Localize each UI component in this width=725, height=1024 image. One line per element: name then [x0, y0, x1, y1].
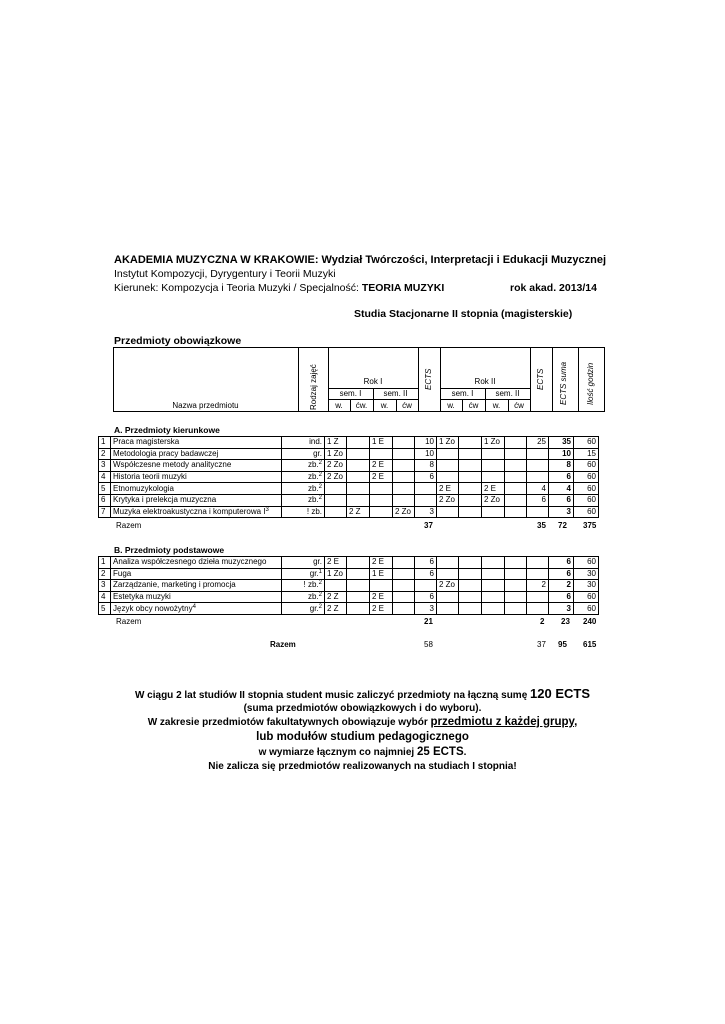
rok1-cell: 2 E [370, 591, 393, 603]
rok2-cell [459, 471, 482, 483]
rok1-cell [347, 460, 370, 472]
rok1-cell [370, 483, 393, 495]
section-a-table [98, 436, 599, 518]
rok2-cell [459, 580, 482, 592]
total-row [0, 640, 725, 651]
rok2-cell [482, 557, 505, 569]
section-b-razem [0, 617, 725, 628]
footer-l5a: w wymiarze łącznym co najmniej [258, 747, 417, 758]
ects1-cell [415, 494, 437, 506]
ects2-cell [527, 603, 549, 615]
hours-header: Ilość godzin [586, 362, 595, 405]
ects1-header: ECTS [424, 368, 433, 390]
rok1-cell: 2 Z [325, 603, 347, 615]
rok2-cell: 2 E [482, 483, 505, 495]
row-number: 1 [99, 557, 111, 569]
ects1-cell: 10 [415, 437, 437, 449]
rok2-cell [505, 580, 527, 592]
rok1-cell [393, 437, 415, 449]
row-number: 5 [99, 483, 111, 495]
rok1-cell [393, 557, 415, 569]
row-number: 4 [99, 591, 111, 603]
rok2-cell [482, 448, 505, 460]
rok1-cell [347, 568, 370, 580]
rok2-cell [505, 471, 527, 483]
ects1-cell: 3 [415, 603, 437, 615]
rok1-cell [393, 603, 415, 615]
razem-ects2: 35 [537, 521, 546, 530]
ects2-cell: 2 [527, 580, 549, 592]
rok2-cell [459, 603, 482, 615]
rok1-cell: 2 E [370, 557, 393, 569]
rok1-cell [347, 591, 370, 603]
ects-sum-cell: 6 [549, 471, 574, 483]
w-header: w. [492, 401, 501, 410]
rok2-cell [437, 568, 459, 580]
course-name: Język obcy nowożytny$^4$ [111, 603, 282, 615]
footer-line-3 [0, 716, 725, 728]
rok2-cell [482, 506, 505, 518]
rok2-cell [437, 603, 459, 615]
section-heading: Przedmioty obowiązkowe [114, 335, 242, 347]
course-name: Praca magisterska [111, 437, 282, 449]
rok2-cell [437, 471, 459, 483]
rok1-cell [347, 603, 370, 615]
cw-header: ćw [402, 401, 412, 410]
rok2-cell [459, 483, 482, 495]
direction-line [114, 282, 444, 294]
table-row [99, 460, 599, 472]
hours-cell: 60 [574, 506, 599, 518]
razem-label: Razem [116, 617, 142, 626]
course-name: Analiza współczesnego dzieła muzycznego [111, 557, 282, 569]
course-name: Muzyka elektroakustyczna i komputerowa $I^3$ [111, 506, 282, 518]
course-type: zb.$^2$ [282, 460, 325, 472]
rok2-cell [459, 506, 482, 518]
page-title: AKADEMIA MUZYCZNA W KRAKOWIE: Wydział Twórczości, Interpretacji i Edukacji Muzycznej [114, 254, 606, 266]
cw-header: ćw [468, 401, 479, 410]
razem-hours: 240 [583, 617, 597, 626]
course-name: Zarządzanie, marketing i promocja [111, 580, 282, 592]
rok1-cell: 2 E [370, 471, 393, 483]
col-type-header: Rodzaj zajęć [309, 364, 318, 410]
hours-cell: 60 [574, 494, 599, 506]
rok2-cell [505, 448, 527, 460]
rok2-cell [505, 568, 527, 580]
course-type: gr. [282, 557, 325, 569]
ects-sum-cell: 6 [549, 494, 574, 506]
section-a-razem [0, 521, 725, 532]
row-number: 1 [99, 437, 111, 449]
row-number: 2 [99, 568, 111, 580]
rok1-cell: 1 Zo [325, 448, 347, 460]
ects1-cell [415, 580, 437, 592]
ects-sum-cell: 6 [549, 557, 574, 569]
course-name: Estetyka muzyki [111, 591, 282, 603]
rok1-cell: 1 Z [325, 437, 347, 449]
footer-line-1 [0, 686, 725, 701]
specialty-name: TEORIA MUZYKI [361, 282, 445, 294]
col-name-header: Nazwa przedmiotu [172, 401, 239, 410]
rok1-cell: 2 Z [347, 506, 370, 518]
rok2-cell: 2 E [437, 483, 459, 495]
row-number: 7 [99, 506, 111, 518]
section-a-title: A. Przedmioty kierunkowe [114, 425, 220, 435]
rok2-cell [459, 568, 482, 580]
hours-cell: 60 [574, 557, 599, 569]
total-label: Razem [270, 640, 296, 649]
total-ects2: 37 [537, 640, 546, 649]
table-row [99, 494, 599, 506]
footer-l5c: . [463, 747, 467, 758]
ects2-cell: 4 [527, 483, 549, 495]
institute-name: Instytut Kompozycji, Dyrygentury i Teorii Muzyki [114, 268, 336, 280]
rok1-cell: 2 Zo [325, 471, 347, 483]
hours-cell: 60 [574, 471, 599, 483]
ects1-cell: 6 [415, 591, 437, 603]
rok2-cell [437, 448, 459, 460]
ects2-cell: 25 [527, 437, 549, 449]
rok1-cell [370, 448, 393, 460]
hours-cell: 60 [574, 591, 599, 603]
ects2-cell [527, 460, 549, 472]
row-number: 3 [99, 460, 111, 472]
rok2-cell [459, 557, 482, 569]
course-type: zb.$^2$ [282, 494, 325, 506]
w-header: w. [335, 401, 343, 410]
course-type: ! zb. [282, 506, 325, 518]
ects2-cell [527, 448, 549, 460]
ects2-cell [527, 506, 549, 518]
rok1-cell [393, 568, 415, 580]
ects1-cell [415, 483, 437, 495]
razem-hours: 375 [583, 521, 597, 530]
rok2-cell [482, 580, 505, 592]
ects1-cell: 8 [415, 460, 437, 472]
hours-cell: 60 [574, 603, 599, 615]
table-row [99, 580, 599, 592]
cw-header: ćw. [355, 401, 368, 410]
w-header: w. [447, 401, 455, 410]
footer-line-5 [0, 746, 725, 758]
rok2-cell: 1 Zo [482, 437, 505, 449]
rok1-cell [347, 448, 370, 460]
ects-sum-cell: 35 [549, 437, 574, 449]
rok2-cell [505, 603, 527, 615]
razem-sum: 23 [561, 617, 570, 626]
total-sum: 95 [558, 640, 567, 649]
rok2-cell [505, 437, 527, 449]
course-name: Fuga [111, 568, 282, 580]
rok1-cell [347, 483, 370, 495]
footer-l5b: 25 ECTS [416, 746, 464, 758]
rok1-header: Rok I [363, 377, 383, 386]
ects1-cell: 6 [415, 568, 437, 580]
rok1-cell: 2 Z [325, 591, 347, 603]
rok1-cell [347, 557, 370, 569]
table-row [99, 483, 599, 495]
hours-cell: 30 [574, 580, 599, 592]
rok2-cell [437, 460, 459, 472]
academic-year: rok akad. 2013/14 [510, 282, 597, 294]
rok1-cell [393, 483, 415, 495]
rok2-cell [459, 494, 482, 506]
rok2-cell [505, 506, 527, 518]
row-number: 2 [99, 448, 111, 460]
course-type: gr.$^2$ [282, 603, 325, 615]
course-type: zb.$^2$ [282, 591, 325, 603]
footer-l1a: W ciągu 2 lat studiów II stopnia student music zaliczyć przedmioty na łączną sumę [134, 690, 531, 701]
ects-sum-cell: 6 [549, 568, 574, 580]
rok2-sem2-header: sem. II [495, 389, 520, 398]
rok2-cell [482, 568, 505, 580]
rok1-cell [325, 494, 347, 506]
ects-sum-cell: 3 [549, 506, 574, 518]
rok2-cell [437, 557, 459, 569]
ects-sum-header: ECTS suma [559, 361, 568, 405]
rok2-cell [459, 591, 482, 603]
footer-l3b: przedmiotu z każdej grupy [430, 716, 575, 728]
rok1-cell: 1 E [370, 568, 393, 580]
course-type: gr. [282, 448, 325, 460]
course-name: Etnomuzykologia [111, 483, 282, 495]
razem-label: Razem [116, 521, 142, 530]
course-type: zb.$^2$ [282, 471, 325, 483]
rok1-cell: 1 Zo [325, 568, 347, 580]
course-type: ind. [282, 437, 325, 449]
ects1-cell: 6 [415, 557, 437, 569]
table-row [99, 448, 599, 460]
rok1-cell [347, 494, 370, 506]
rok1-cell [370, 580, 393, 592]
rok2-cell [482, 603, 505, 615]
rok2-cell [459, 437, 482, 449]
footer-line-6: Nie zalicza się przedmiotów realizowanych na studiach I stopnia! [208, 761, 517, 772]
footer-line-4: lub modułów studium pedagogicznego [256, 731, 469, 743]
studies-type: Studia Stacjonarne II stopnia (magisterskie) [354, 308, 573, 320]
ects-sum-cell: 2 [549, 580, 574, 592]
ects-sum-cell: 6 [549, 591, 574, 603]
rok2-cell: 1 Zo [437, 437, 459, 449]
table-row [99, 568, 599, 580]
total-hours: 615 [583, 640, 597, 649]
rok2-cell [482, 460, 505, 472]
row-number: 4 [99, 471, 111, 483]
table-row [99, 557, 599, 569]
total-ects1: 58 [424, 640, 433, 649]
cw-header: ćw [514, 401, 524, 410]
rok1-cell: 2 E [370, 603, 393, 615]
razem-ects2: 2 [540, 617, 545, 626]
rok1-cell: 2 E [370, 460, 393, 472]
rok2-cell [505, 591, 527, 603]
rok2-cell [482, 591, 505, 603]
table-row [99, 471, 599, 483]
w-header: w. [380, 401, 389, 410]
rok1-sem1-header: sem. I [339, 389, 362, 398]
row-number: 6 [99, 494, 111, 506]
rok1-cell [325, 506, 347, 518]
razem-sum: 72 [558, 521, 567, 530]
rok2-cell [505, 494, 527, 506]
ects-sum-cell: 10 [549, 448, 574, 460]
course-name: Metodologia pracy badawczej [111, 448, 282, 460]
section-b-title: B. Przedmioty podstawowe [114, 545, 225, 555]
rok1-cell [347, 580, 370, 592]
hours-cell: 15 [574, 448, 599, 460]
ects2-cell [527, 557, 549, 569]
course-type: zb.$^2$ [282, 483, 325, 495]
rok2-cell [459, 460, 482, 472]
rok2-cell [505, 557, 527, 569]
ects-sum-cell: 4 [549, 483, 574, 495]
course-name: Współczesne metody analityczne [111, 460, 282, 472]
rok2-cell: 2 Zo [482, 494, 505, 506]
rok1-cell: 2 Zo [393, 506, 415, 518]
footer-l1b: 120 ECTS [530, 686, 591, 701]
rok1-cell: 1 E [370, 437, 393, 449]
ects1-cell: 3 [415, 506, 437, 518]
rok2-cell: 2 Zo [437, 494, 459, 506]
rok1-cell [325, 483, 347, 495]
ects2-header: ECTS [536, 368, 545, 390]
course-type: ! zb.$^2$ [282, 580, 325, 592]
ects2-cell [527, 471, 549, 483]
hours-cell: 30 [574, 568, 599, 580]
rok1-cell [393, 494, 415, 506]
rok2-cell: 2 Zo [437, 580, 459, 592]
ects2-cell: 6 [527, 494, 549, 506]
table-row [99, 603, 599, 615]
ects1-cell: 10 [415, 448, 437, 460]
course-name: Historia teorii muzyki [111, 471, 282, 483]
ects-sum-cell: 8 [549, 460, 574, 472]
ects2-cell [527, 591, 549, 603]
rok2-cell [482, 471, 505, 483]
rok2-cell [459, 448, 482, 460]
section-b-table [98, 556, 599, 615]
razem-ects1: 37 [424, 521, 433, 530]
hours-cell: 60 [574, 460, 599, 472]
rok1-cell: 2 Zo [325, 460, 347, 472]
rok1-cell [393, 591, 415, 603]
rok1-cell [370, 506, 393, 518]
footer-line-2: (suma przedmiotów obowiązkowych i do wyboru). [243, 703, 482, 714]
direction-prefix: Kierunek: Kompozycja i Teoria Muzyki / Specjalność: [114, 282, 362, 294]
rok1-cell [393, 471, 415, 483]
rok1-cell [370, 494, 393, 506]
rok1-cell [393, 460, 415, 472]
ects2-cell [527, 568, 549, 580]
rok2-header: Rok II [474, 377, 496, 386]
table-row [99, 591, 599, 603]
rok2-cell [505, 460, 527, 472]
hours-cell: 60 [574, 483, 599, 495]
footer-l3a: W zakresie przedmiotów fakultatywnych obowiązuje wybór [147, 717, 431, 728]
course-type: gr.$^1$ [282, 568, 325, 580]
rok1-cell [393, 580, 415, 592]
rok1-cell [347, 437, 370, 449]
hours-cell: 60 [574, 437, 599, 449]
rok2-cell [437, 591, 459, 603]
rok2-cell [437, 506, 459, 518]
rok1-cell [325, 580, 347, 592]
course-name: Krytyka i prelekcja muzyczna [111, 494, 282, 506]
rok1-sem2-header: sem. II [383, 389, 408, 398]
razem-ects1: 21 [424, 617, 433, 626]
row-number: 3 [99, 580, 111, 592]
rok1-cell [347, 471, 370, 483]
row-number: 5 [99, 603, 111, 615]
ects-sum-cell: 3 [549, 603, 574, 615]
rok2-sem1-header: sem. I [451, 389, 474, 398]
rok1-cell: 2 E [325, 557, 347, 569]
rok1-cell [393, 448, 415, 460]
table-row [99, 437, 599, 449]
table-row [99, 506, 599, 518]
rok2-cell [505, 483, 527, 495]
ects1-cell: 6 [415, 471, 437, 483]
footer-l3c: , [574, 716, 578, 728]
